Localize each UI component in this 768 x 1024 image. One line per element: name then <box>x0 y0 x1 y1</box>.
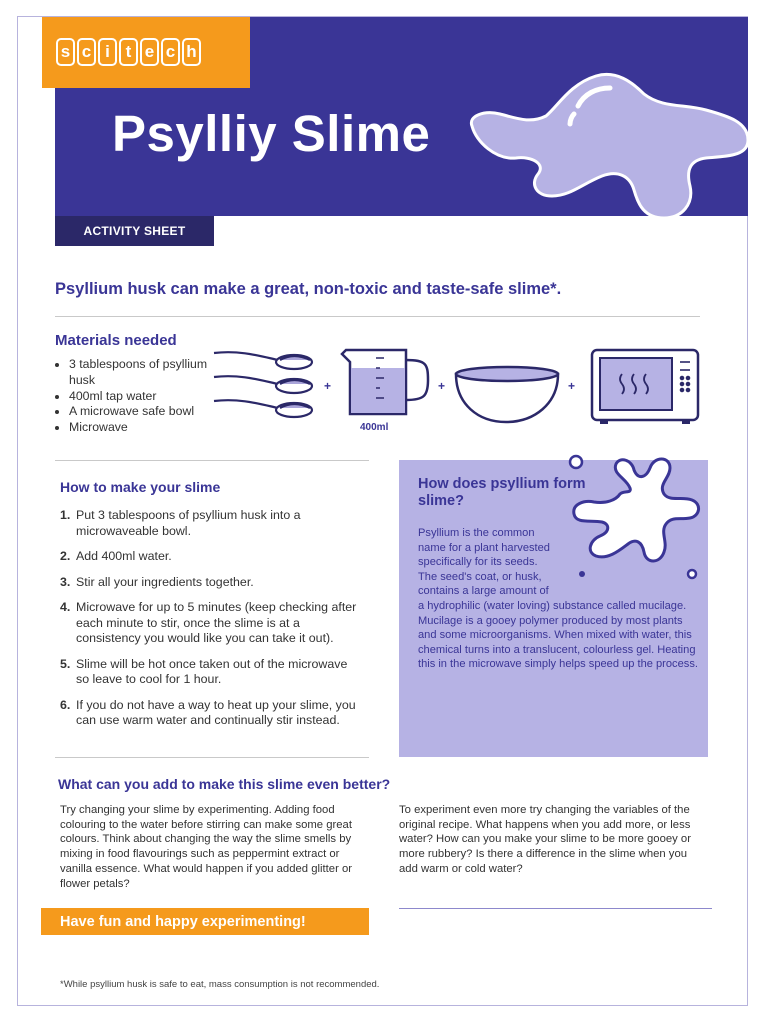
info-box-text-part: Psyllium is the common name for a plant harvested specifically for its seeds. The seed's coat, or husk, contains a large amount of <box>418 527 550 598</box>
logo-letter: s <box>56 38 75 66</box>
bowl-icon <box>456 367 558 422</box>
logo-letter: e <box>140 38 159 66</box>
list-item <box>60 657 360 688</box>
list-item <box>60 575 360 591</box>
spoon-icon <box>214 352 312 369</box>
divider <box>55 757 369 758</box>
extras-heading: What can you add to make this slime even better? <box>58 776 391 792</box>
fun-banner: Have fun and happy experimenting! <box>41 908 369 935</box>
intro-text: Psyllium husk can make a great, non-toxic and taste-safe slime*. <box>55 280 562 298</box>
materials-list <box>55 357 229 436</box>
list-item <box>60 600 360 647</box>
step-number: 6. <box>60 697 71 712</box>
info-box-heading: How does psyllium form slime? <box>418 476 586 509</box>
logo-letter: c <box>77 38 96 66</box>
list-item: • 3 tablespoons of psyllium husk <box>69 357 229 389</box>
measuring-jug-icon <box>342 350 428 414</box>
activity-sheet-tag: ACTIVITY SHEET <box>55 216 214 246</box>
footnote: *While psyllium husk is safe to eat, mass consumption is not recommended. <box>60 979 380 990</box>
step-number: 2. <box>60 549 71 563</box>
microwave-icon <box>592 350 698 424</box>
info-box-text <box>418 526 703 672</box>
list-item <box>60 549 360 565</box>
list-item: • 400ml tap water <box>69 389 229 405</box>
logo-letter: h <box>182 38 201 66</box>
extras-left-text: Try changing your slime by experimenting. Adding food colouring to the water before stirring can make some great colours. Think about changing the way the slime smells by mixing in food flavourings such as peppermint extract or vanilla essence. What would happen if you added glitter or flower petals? <box>60 804 353 890</box>
info-box-text-part: a hydrophilic (water loving) substance called mucilage. Mucilage is a gooey polymer produced by most plants and some microorganisms. When mixed with water, this chemical turns into a translucent, colourless gel. Heating this in the microwave simply helps speed up the process. <box>418 599 698 671</box>
divider <box>55 460 369 461</box>
step-number: 5. <box>60 656 71 671</box>
logo-letter: i <box>98 38 117 66</box>
slime-blob-illustration <box>466 66 750 228</box>
list-item <box>60 508 360 539</box>
divider <box>399 908 712 909</box>
plus-sign: + <box>324 379 332 393</box>
extras-right-text: To experiment even more try changing the variables of the original recipe. What happens when you add more, or less water? How can you make your slime to be more gooey or more rubbery? Is there a difference in the slime when you add warm or cold water? <box>399 804 691 875</box>
list-item <box>60 698 360 729</box>
list-item: • A microwave safe bowl <box>69 404 229 420</box>
materials-heading: Materials needed <box>55 332 177 349</box>
steps-list <box>60 508 360 739</box>
materials-illustration <box>210 344 705 436</box>
page-title: Psylliy Slime <box>112 105 431 162</box>
spoon-icon <box>214 376 312 393</box>
logo-letter: t <box>119 38 138 66</box>
step-number: 1. <box>60 508 71 522</box>
step-text: Stir all your ingredients together. <box>76 574 254 589</box>
plus-sign: + <box>438 379 446 393</box>
step-text: Put 3 tablespoons of psyllium husk into a microwaveable bowl. <box>76 508 301 538</box>
step-text: If you do not have a way to heat up your slime, you can use warm water and continually stir instead. <box>76 697 356 727</box>
step-text: Slime will be hot once taken out of the microwave so leave to cool for 1 hour. <box>76 656 348 686</box>
step-text: Add 400ml water. <box>76 549 172 563</box>
logo-letter: c <box>161 38 180 66</box>
jug-label: 400ml <box>360 422 389 433</box>
spoon-icon <box>214 400 312 417</box>
divider <box>55 316 700 317</box>
step-number: 3. <box>60 574 71 589</box>
step-number: 4. <box>60 600 71 614</box>
plus-sign: + <box>568 379 576 393</box>
how-to-heading: How to make your slime <box>60 479 221 495</box>
list-item: • Microwave <box>69 420 229 436</box>
scitech-logo <box>56 38 201 66</box>
step-text: Microwave for up to 5 minutes (keep checking after each minute to stir, once the slime is at a consistency you would like you can take it out). <box>76 600 357 645</box>
